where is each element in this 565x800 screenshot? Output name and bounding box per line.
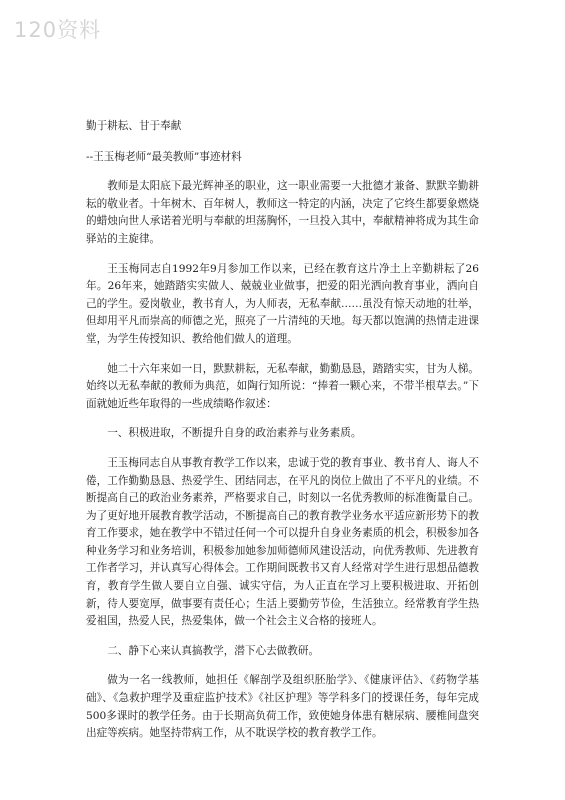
document-title: 勤于耕耘、甘于奉献 <box>86 120 182 132</box>
watermark-logo: 120资料 <box>14 18 102 42</box>
section-2-body: 做为一名一线教师，她担任《解剖学及组织胚胎学》、《健康评估》、《药物学基础》、《急救护理学及重症监护技术》《社区护理》等学科多门的授课任务，每年完成500多课时的教学任务。由于长期高负荷工作，致使她身体患有糖尿病、腰椎间盘突出症等疾病。她坚持带病工作，从不耽误学校的教育教学工作。 <box>86 674 479 740</box>
section-2-heading: 二、静下心来认真搞教学，潜下心去做教研。 <box>107 644 320 657</box>
document-body <box>86 118 479 755</box>
document-subtitle: --王玉梅老师“最美教师”事迹材料 <box>86 150 242 163</box>
section-1-body: 王玉梅同志自从事教育教学工作以来，忠诚于党的教育事业、教书育人、诲人不倦，工作勤勤恳恳、热爱学生、团结同志，在平凡的岗位上做出了不平凡的业绩。不断提高自己的政治业务素养，严格要求自己，时刻以一名优秀教师的标准衡量自己。为了更好地开展教育教学活动，不断提高自己的教育教学业务水平适应新形势下的教育工作要求，她在教学中不错过任何一个可以提升自身业务素质的机会，积极参加各种业务学习和业务培训，积极参加她参加师德师风建设活动，向优秀教师、先进教育工作者学习，并认真写心得体会。工作期间既教书又育人经常对学生进行思想品德教育，教育学生做人要自立自强、诚实守信，为人正直在学习上要积极进取、开拓创新，待人要宽厚，做事要有责任心；生活上要勤劳节俭，生活独立。经常教育学生热爱祖国，热爱人民，热爱集体，做一个社会主义合格的接班人。 <box>86 456 479 628</box>
intro-paragraph-1: 教师是太阳底下最光辉神圣的职业，这一职业需要一大批德才兼备、默默辛勤耕耘的敬业者。十年树木、百年树人，教师这一特定的内涵，决定了它终生都要象燃烧的蜡烛向世人承诺着光明与奉献的坦荡胸怀，一旦投入其中，奉献精神将成为其生命驿站的主旋律。 <box>86 180 479 245</box>
intro-paragraph-2: 王玉梅同志自1992年9月参加工作以来，已经在教育这片净土上辛勤耕耘了26年。26年来，她踏踏实实做人、兢兢业业做事，把爱的阳光洒向教育事业，洒向自己的学生。爱岗敬业，教书育人，为人师表，无私奉献……虽没有惊天动地的壮举，但却用平凡而崇高的师德之光，照亮了一片清纯的天地。每天都以饱满的热情走进课堂，为学生传授知识、教给他们做人的道理。 <box>86 262 479 345</box>
intro-paragraph-3: 她二十六年来如一日，默默耕耘，无私奉献，勤勤恳恳，踏踏实实，甘为人梯。始终以无私奉献的教师为典范，如陶行知所说：“捧着一颗心来，不带半根草去。”下面就她近些年取得的一些成绩略作叙述： <box>86 362 479 410</box>
section-1-heading: 一、积极进取，不断提升自身的政治素养与业务素质。 <box>107 427 362 440</box>
